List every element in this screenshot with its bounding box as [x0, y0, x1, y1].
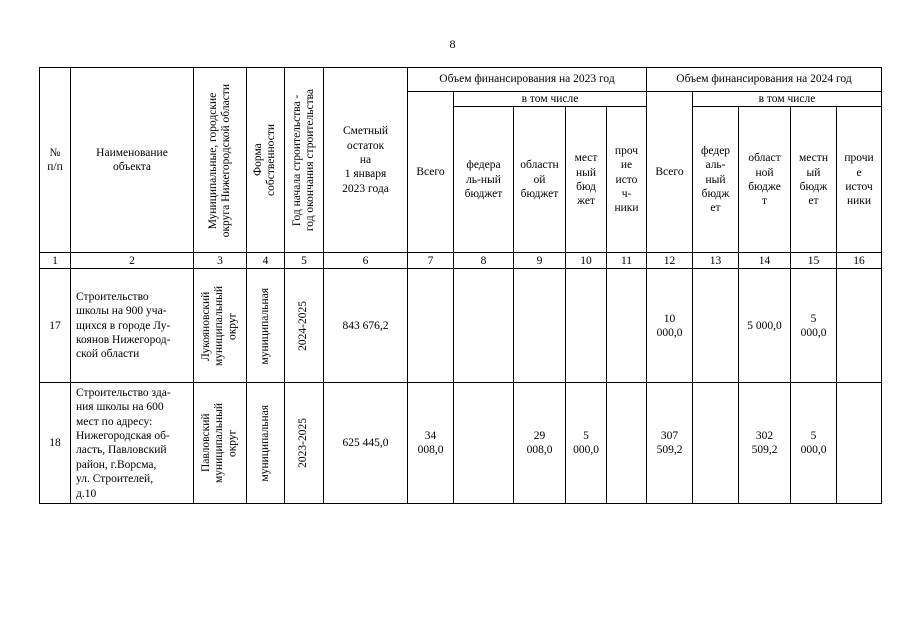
header-2023-federal: федера ль-ный бюджет	[454, 107, 514, 253]
header-num: № п/п	[40, 68, 71, 253]
header-2024-regional: област ной бюдже т	[739, 107, 791, 253]
f2023-total: 34 008,0	[408, 383, 454, 504]
header-2023-regional: областн ой бюджет	[514, 107, 566, 253]
col-number: 15	[791, 253, 837, 269]
col-number: 12	[647, 253, 693, 269]
header-financing-2023: Объем финансирования на 2023 год	[408, 68, 647, 92]
col-number: 4	[247, 253, 285, 269]
f2023-regional: 29 008,0	[514, 383, 566, 504]
municipality: Павловский муниципальный округ	[194, 383, 247, 504]
header-financing-2024: Объем финансирования на 2024 год	[647, 68, 882, 92]
header-object-name: Наименование объекта	[71, 68, 194, 253]
header-2024-including: в том числе	[693, 92, 882, 107]
f2023-local	[566, 269, 607, 383]
construction-years: 2023-2025	[285, 383, 324, 504]
header-municipal: Муниципальные, городские округа Нижегородской области	[194, 68, 247, 253]
header-2024-local: местн ый бюдж ет	[791, 107, 837, 253]
estimated-remainder: 625 445,0	[324, 383, 408, 504]
f2024-total: 10 000,0	[647, 269, 693, 383]
header-2024-total: Всего	[647, 92, 693, 253]
header-2024-federal: федер аль- ный бюдж ет	[693, 107, 739, 253]
col-number: 8	[454, 253, 514, 269]
object-name: Строительство школы на 900 уча- щихся в городе Лу- коянов Нижегород- ской области	[71, 269, 194, 383]
f2024-total: 307 509,2	[647, 383, 693, 504]
funding-table	[39, 67, 882, 504]
construction-years: 2024-2025	[285, 269, 324, 383]
f2023-other	[607, 269, 647, 383]
f2024-federal	[693, 383, 739, 504]
f2024-other	[837, 383, 882, 504]
municipality: Лукояновский муниципальный округ	[194, 269, 247, 383]
f2024-regional: 5 000,0	[739, 269, 791, 383]
f2024-other	[837, 269, 882, 383]
col-number: 16	[837, 253, 882, 269]
header-2024-other: прочи е источ ники	[837, 107, 882, 253]
ownership-form: муниципальная	[247, 269, 285, 383]
header-2023-other: проч ие исто ч- ники	[607, 107, 647, 253]
f2023-total	[408, 269, 454, 383]
page-number: 8	[449, 37, 456, 51]
col-number: 11	[607, 253, 647, 269]
f2024-local: 5 000,0	[791, 383, 837, 504]
estimated-remainder: 843 676,2	[324, 269, 408, 383]
table-row	[40, 269, 882, 383]
col-number: 6	[324, 253, 408, 269]
col-number: 2	[71, 253, 194, 269]
col-number: 7	[408, 253, 454, 269]
header-2023-including: в том числе	[454, 92, 647, 107]
object-name: Строительство зда- ния школы на 600 мест по адресу: Нижегородская об- ласть, Павловский район, г.Ворсма, ул. Строителей, д.10	[71, 383, 194, 504]
f2023-regional	[514, 269, 566, 383]
header-years: Год начала строительства - год окончания строительства	[285, 68, 324, 253]
table-row	[40, 383, 882, 504]
col-number: 3	[194, 253, 247, 269]
header-2023-total: Всего	[408, 92, 454, 253]
col-number: 13	[693, 253, 739, 269]
header-ownership-form: Форма собственности	[247, 68, 285, 253]
f2023-local: 5 000,0	[566, 383, 607, 504]
f2024-federal	[693, 269, 739, 383]
col-number: 1	[40, 253, 71, 269]
f2023-federal	[454, 383, 514, 504]
f2023-federal	[454, 269, 514, 383]
column-numbers-row	[40, 253, 882, 269]
f2024-local: 5 000,0	[791, 269, 837, 383]
f2023-other	[607, 383, 647, 504]
row-number: 18	[40, 383, 71, 504]
header-estimated-remainder: Сметный остаток на 1 января 2023 года	[324, 68, 408, 253]
col-number: 5	[285, 253, 324, 269]
ownership-form: муниципальная	[247, 383, 285, 504]
col-number: 14	[739, 253, 791, 269]
f2024-regional: 302 509,2	[739, 383, 791, 504]
header-2023-local: мест ный бюд жет	[566, 107, 607, 253]
row-number: 17	[40, 269, 71, 383]
col-number: 10	[566, 253, 607, 269]
col-number: 9	[514, 253, 566, 269]
